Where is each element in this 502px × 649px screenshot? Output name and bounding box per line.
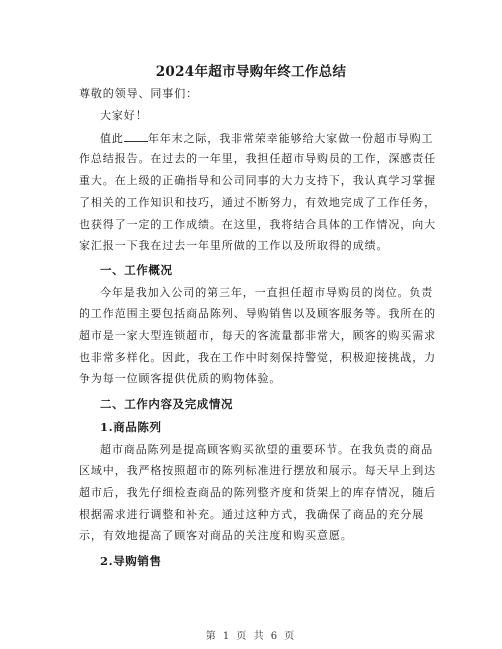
intro-line-1-post: 年年末之际，我非常荣幸能够给大家做一份超市导购工: [147, 132, 434, 145]
intro-line-5: 也获得了一定的工作成绩。在这里，我将结合具体的工作情况，向大: [79, 218, 436, 231]
intro-line-6: 家汇报一下我在过去一年里所做的工作以及所取得的成绩。: [79, 239, 389, 252]
subsection-1-line-5: 示，有效地提高了顾客对商品的关注度和购买意愿。: [79, 529, 353, 542]
section-1-line-2: 的工作范围主要包括商品陈列、导购销售以及顾客服务等。我所在的: [79, 307, 436, 320]
section-1-line-4: 也非常多样化。因此，我在工作中时刻保持警觉，积极迎接挑战，力: [79, 351, 436, 364]
year-blank: [124, 130, 148, 142]
intro-line-3: 重大。在上级的正确指导和公司同事的大力支持下，我认真学习掌握: [79, 174, 436, 187]
subsection-1-line-4: 根据需求进行调整和补充。通过这种方式，我确保了商品的充分展: [79, 508, 425, 521]
section-1-heading: 一、工作概况: [100, 263, 173, 277]
page-footer: 第 1 页 共 6 页: [205, 631, 297, 642]
intro-line-1-pre: 值此: [100, 132, 124, 145]
intro-line-2: 作总结报告。在过去的一年里，我担任超市导购员的工作，深感责任: [79, 152, 436, 165]
greeting: 大家好！: [100, 109, 148, 122]
page-title: 2024年超市导购年终工作总结: [155, 64, 347, 80]
section-2-heading: 二、工作内容及完成情况: [100, 397, 234, 411]
subsection-1-line-3: 超市后，我先仔细检查商品的陈列整齐度和货架上的库存情况，随后: [79, 486, 436, 499]
intro-line-4: 了相关的工作知识和技巧，通过不断努力，有效地完成了工作任务，: [79, 196, 436, 209]
section-1-line-3: 超市是一家大型连锁超市，每天的客流量都非常大，顾客的购买需求: [79, 329, 436, 342]
subsection-2-heading: 2.导购销售: [100, 554, 162, 568]
salutation: 尊敬的领导、同事们：: [79, 87, 198, 100]
section-1-line-1: 今年是我加入公司的第三年，一直担任超市导购员的岗位。负责: [100, 286, 434, 299]
subsection-1-heading: 1.商品陈列: [100, 420, 162, 434]
section-1-line-5: 争为每一位顾客提供优质的购物体验。: [79, 372, 282, 385]
subsection-1-line-1: 超市商品陈列是提高顾客购买欲望的重要环节。在我负责的商品: [100, 443, 434, 456]
subsection-1-line-2: 区域中，我严格按照超市的陈列标准进行摆放和展示。每天早上到达: [79, 464, 436, 477]
intro-line-1: [100, 130, 433, 147]
